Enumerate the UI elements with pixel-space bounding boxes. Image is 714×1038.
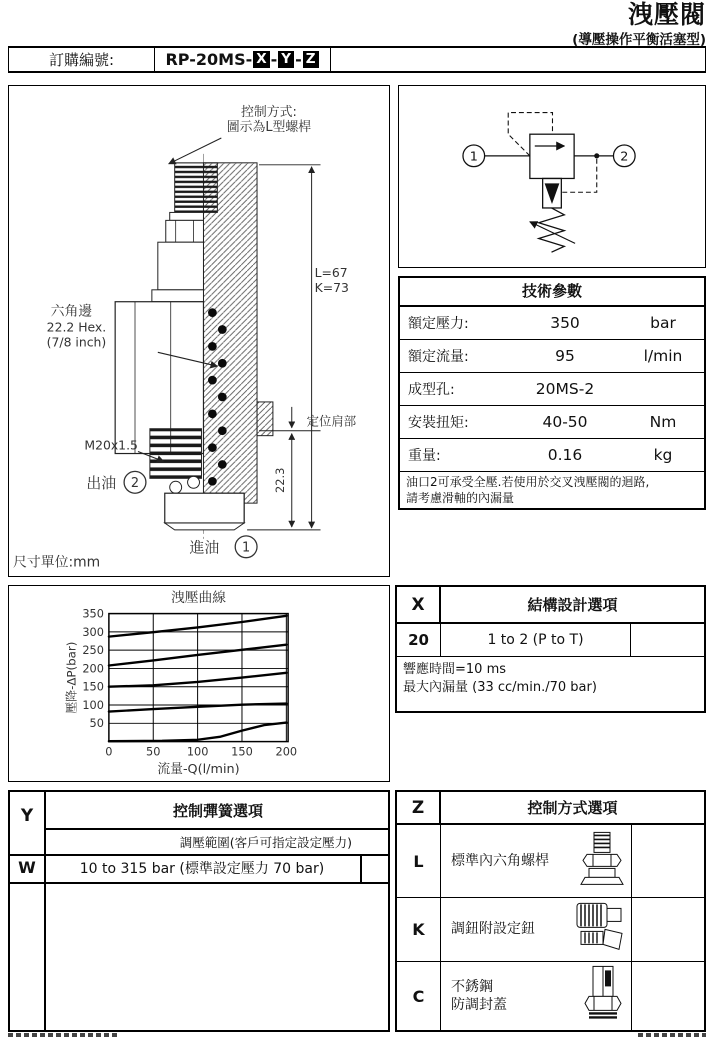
valve-cross-section-drawing [9,86,388,575]
x-option-empty-cell [631,624,704,656]
z-option-code: C [397,962,441,1030]
page-title: 洩壓閥 [627,0,706,29]
table-row [400,340,704,373]
x-options-note-line2: 最大內漏量 (33 cc/min./70 bar) [403,679,597,695]
out-port-label: 出油 [86,474,117,493]
x-tick-label: 150 [231,744,253,759]
z-option-code: K [397,898,441,962]
tech-row-unit: l/min [643,347,683,365]
adjust-screw-thread [175,163,218,213]
dim-k-label: K=73 [314,279,349,295]
hex-label-line1: 六角邊 [50,303,93,320]
z-option-code: L [397,825,441,898]
y-table-row-divider [10,882,388,884]
tech-note [400,472,704,506]
title-block [572,2,706,48]
order-code-sep1: - [270,50,278,69]
x-options-notes [397,657,704,700]
symbol-pilot-lines [508,113,597,193]
x-options-note-line1: 響應時間=10 ms [403,662,507,677]
valve-nose [165,493,244,530]
cross-hole-2 [188,476,200,488]
table-row [397,624,704,657]
chart-x-axis-label: 流量-Q(l/min) [157,762,240,778]
tech-row-value: 95 [555,347,575,365]
sealed-cap-icon [581,964,625,1027]
x-tick-label: 0 [105,744,113,759]
locating-shoulder-label: 定位肩部 [306,413,357,429]
symbol-adjust-arrow [530,222,575,244]
tech-row-label: 安裝扭矩: [408,415,469,431]
tech-row-label: 成型孔: [408,382,455,398]
tech-row-unit: Nm [649,413,677,431]
hex-socket-screw-icon [579,830,625,891]
tech-row-value: 40-50 [542,413,588,431]
cross-hole-1 [170,481,182,493]
order-code-z: Z [303,51,319,68]
mounting-thread [150,429,202,479]
table-row [400,406,704,439]
order-code-y: Y [278,51,294,68]
chart-title: 洩壓曲線 [170,589,227,606]
tech-row-value: 350 [550,314,580,332]
y-tick-label: 250 [82,643,104,658]
valve-drawing-panel [8,85,390,577]
tech-row-unit: kg [653,446,673,464]
table-row [400,373,704,406]
adjust-knob-icon [575,901,625,958]
dim-l-label: L=67 [314,264,348,280]
in-port-number: 1 [242,540,251,556]
z-option-empty-cell [632,898,704,962]
hex-label-line2: 22.2 Hex. [46,319,107,335]
y-table-title-divider [44,828,388,830]
table-row [400,439,704,472]
y-options-title: 控制彈簧選項 [172,802,263,820]
z-options-table [395,790,706,1032]
tech-row-value: 20MS-2 [535,380,595,398]
x-options-header [397,587,704,624]
stem-collar [170,212,204,220]
z-option-desc-text: 調鈕附設定鈕 [451,921,535,938]
y-options-key: Y [20,806,34,826]
tech-params-title: 技術參數 [400,278,704,307]
in-port-label: 進油 [189,538,220,557]
hex-label-line3: (7/8 inch) [46,334,107,350]
footer-right-clipped-text [638,1033,706,1037]
chart-y-axis-label: 壓降-ΔP(bar) [64,641,79,714]
tech-note-line1: 油口2可承受全壓.若使用於交叉洩壓閥的迴路, [406,475,650,489]
order-code [155,48,331,71]
y-tick-label: 50 [89,716,104,731]
z-option-desc [441,962,632,1030]
y-tick-label: 300 [82,624,104,639]
x-option-code: 20 [397,624,441,656]
symbol-flow-lines [485,134,614,208]
tech-row-label: 重量: [408,448,441,464]
locknut-hex [166,220,204,242]
z-option-empty-cell [632,825,704,898]
body-step [152,290,204,302]
tech-params-table [398,276,706,510]
table-row [400,307,704,340]
x-options-title: 結構設計選項 [527,596,618,614]
y-tick-label: 100 [82,697,104,712]
x-option-desc: 1 to 2 (P to T) [441,624,631,656]
x-options-table [395,585,706,713]
z-option-desc-text: 不銹鋼 [451,978,493,995]
symbol-spring [539,208,565,252]
y-tick-label: 200 [82,661,104,676]
tech-row-label: 額定流量: [408,349,469,365]
z-options-key: Z [397,792,441,825]
thread-size-label: M20x1.5 [84,437,138,453]
upper-body [158,242,204,290]
order-code-sep2: - [295,50,302,69]
z-options-title: 控制方式選項 [441,792,704,825]
y-option-code: W [18,858,36,877]
order-number-label: 訂購編號: [8,48,155,71]
x-tick-label: 50 [146,744,161,759]
symbol-port2-number: 2 [620,149,629,165]
y-options-subtitle: 調壓範圍(客戶可指定設定壓力) [179,835,352,850]
page-subtitle: (導壓操作平衡活塞型) [572,32,706,49]
order-code-prefix: RP-20MS- [165,50,253,69]
x-tick-label: 100 [186,744,209,759]
dim-depth-label: 22.3 [272,467,287,494]
x-tick-label: 200 [275,744,298,759]
y-option-desc: 10 to 315 bar (標準設定壓力 70 bar) [79,861,325,877]
dimension-unit-note: 尺寸單位:mm [12,554,101,571]
tech-row-value: 0.16 [547,446,583,464]
control-type-note-line1: 控制方式: [241,105,297,121]
tech-row-label: 額定壓力: [408,316,469,332]
z-option-empty-cell [632,962,704,1030]
y-table-cell-divider [360,854,362,884]
z-option-desc-text: 標準內六角螺桿 [451,852,549,869]
y-options-table [8,790,390,1032]
footer-left-clipped-text [8,1033,120,1037]
symbol-port1-number: 1 [469,149,478,165]
control-type-leader-arrow [169,138,222,164]
out-port-number: 2 [130,476,140,492]
relief-curve-plot [9,586,388,780]
hydraulic-symbol-panel [398,85,706,268]
symbol-poppet-triangle [545,183,560,204]
tech-row-unit: bar [650,314,676,332]
relief-valve-symbol [399,86,704,266]
order-code-x: X [253,51,269,68]
x-options-key: X [397,587,441,622]
y-tick-label: 150 [82,679,104,694]
control-type-note-line2: 圖示為L型螺桿 [226,120,312,136]
z-option-desc-text2: 防調封蓋 [451,997,507,1013]
relief-curve-chart [8,585,390,782]
y-tick-label: 350 [82,606,104,621]
order-row-empty-cell [331,48,706,71]
z-option-desc [441,825,632,898]
y-table-subtitle-divider [10,854,388,856]
tech-note-line2: 請考慮滑軸的內漏量 [406,490,515,505]
z-option-desc [441,898,632,962]
symbol-junction-dot [594,153,599,158]
order-number-row [8,46,706,73]
